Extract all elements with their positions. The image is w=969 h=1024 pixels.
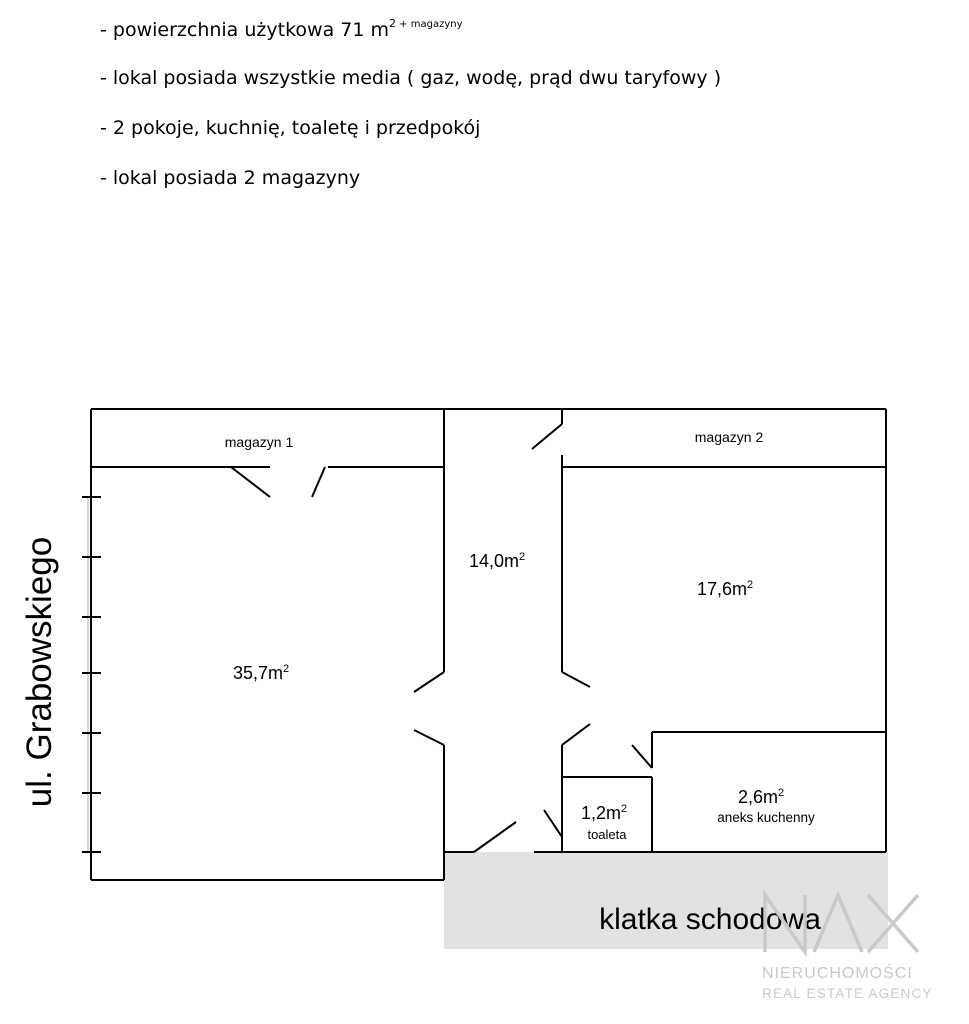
- toilet-name-label: toaleta: [587, 827, 627, 842]
- kitchen-area-label: $2,6m^2$: [738, 787, 785, 807]
- description-line-storage: - lokal posiada 2 magazyny: [100, 167, 361, 189]
- toilet-area-label: $1,2m^2$: [581, 803, 628, 823]
- magazyn1-label: magazyn 1: [224, 434, 294, 450]
- description-line-rooms: - 2 pokoje, kuchnię, toaletę i przedpokój: [100, 117, 481, 139]
- street-name-label: ul. Grabowskiego: [20, 536, 59, 808]
- room-large-area-label: $35,7m^2$: [233, 663, 290, 683]
- kitchen-name-label: aneks kuchenny: [717, 810, 815, 825]
- description-line-utilities: - lokal posiada wszystkie media ( gaz, wodę, prąd dwu taryfowy ): [100, 67, 722, 89]
- magazyn2-label: magazyn 2: [694, 429, 764, 445]
- stairwell-label: klatka schodowa: [599, 903, 821, 936]
- area-text: - powierzchnia użytkowa 71 m: [100, 19, 389, 41]
- watermark-line1: NIERUCHOMOŚCI: [762, 965, 913, 982]
- hall-area-label: $14,0m^2$: [469, 551, 526, 571]
- watermark-line2: REAL ESTATE AGENCY: [762, 986, 933, 1001]
- area-superscript: 2: [388, 17, 396, 30]
- room-right-area-label: $17,6m^2$: [697, 579, 754, 599]
- area-extra-note: + magazyny: [395, 19, 463, 30]
